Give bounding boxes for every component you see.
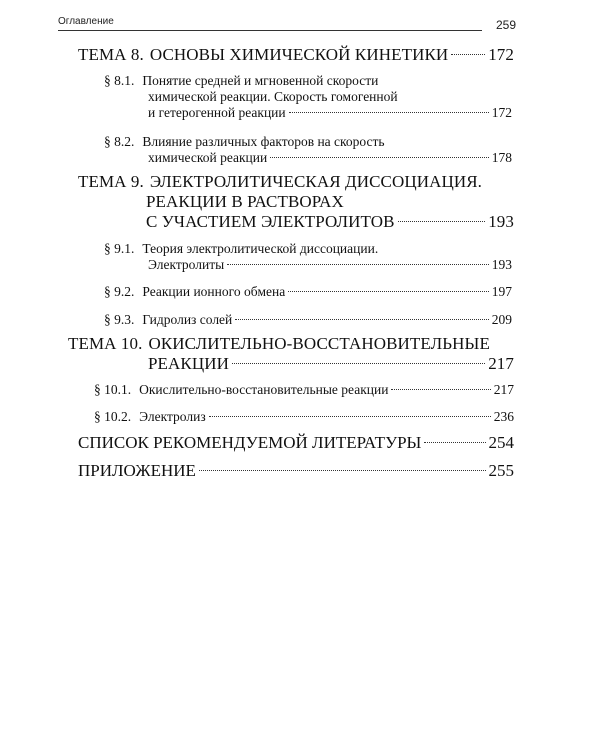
toc-entry-label: § 9.3. [104, 312, 135, 327]
toc-entry-label: ТЕМА 8. [78, 45, 144, 64]
toc-entry-title: Влияние различных факторов на скорость [142, 134, 385, 149]
toc-entry-title: ПРИЛОЖЕНИЕ [78, 461, 196, 480]
dot-leader [235, 319, 488, 320]
toc-entry-topic-10[interactable] [68, 334, 514, 374]
toc-entry-title: Гидролиз солей [142, 312, 233, 327]
toc-entry-page: 193 [491, 256, 512, 272]
toc-entry-title-cont: Электролиты [148, 256, 225, 272]
toc-entry-title-cont: РЕАКЦИИ В РАСТВОРАХ [146, 192, 344, 212]
toc-entry-page: 254 [488, 433, 514, 452]
dot-leader [451, 54, 485, 55]
dot-leader [391, 389, 490, 390]
toc-entry-title-cont: и гетерогенной реакции [148, 104, 286, 120]
dot-leader [424, 442, 485, 443]
toc-entry-title: Электролиз [139, 409, 206, 424]
toc-entry-page: 255 [488, 461, 514, 480]
dot-leader [288, 291, 489, 292]
dot-leader [270, 157, 489, 158]
toc-entry-label: § 8.2. [104, 134, 135, 149]
toc-entry-topic-9[interactable] [78, 172, 514, 232]
dot-leader [209, 416, 491, 417]
toc-entry-page: 172 [491, 104, 512, 120]
toc-entry-title: ЭЛЕКТРОЛИТИЧЕСКАЯ ДИССОЦИАЦИЯ. [149, 172, 483, 191]
toc-entry-section-10-1[interactable] [94, 382, 514, 398]
toc-entry-bibliography[interactable] [78, 433, 514, 453]
header-rule [58, 30, 482, 31]
toc-entry-label: § 9.2. [104, 284, 135, 299]
toc-entry-page: 217 [488, 354, 514, 374]
toc-entry-page: 193 [488, 212, 514, 232]
toc-entry-section-9-2[interactable] [104, 284, 512, 300]
toc-entry-page: 236 [493, 409, 514, 424]
toc-entry-page: 209 [491, 312, 512, 327]
toc-entry-label: § 10.1. [94, 382, 132, 397]
toc-entry-title: Теория электролитической диссоциации. [142, 241, 379, 256]
toc-entry-label: ТЕМА 10. [68, 334, 143, 353]
toc-entry-title-cont: С УЧАСТИЕМ ЭЛЕКТРОЛИТОВ [146, 212, 395, 232]
toc-entry-title: СПИСОК РЕКОМЕНДУЕМОЙ ЛИТЕРАТУРЫ [78, 433, 422, 452]
toc-entry-page: 217 [493, 382, 514, 397]
dot-leader [199, 470, 486, 471]
toc-entry-page: 172 [488, 45, 514, 64]
toc-entry-title-cont: химической реакции. Скорость гомогенной [148, 88, 398, 104]
toc-entry-section-10-2[interactable] [94, 409, 514, 425]
toc-entry-section-9-3[interactable] [104, 312, 512, 328]
toc-entry-title-cont: РЕАКЦИИ [148, 354, 229, 374]
running-title: Оглавление [58, 16, 114, 27]
toc-entry-title: Окислительно-восстановительные реакции [139, 382, 389, 397]
toc-entry-page: 178 [491, 149, 512, 165]
dot-leader [398, 221, 486, 222]
toc-entry-topic-8[interactable] [78, 45, 514, 65]
dot-leader [227, 264, 489, 265]
toc-entry-label: ТЕМА 9. [78, 172, 144, 191]
toc-entry-appendix[interactable] [78, 461, 514, 481]
toc-entry-section-8-2[interactable] [104, 134, 512, 166]
toc-entry-page: 197 [491, 284, 512, 299]
dot-leader [232, 363, 485, 364]
toc-entry-section-8-1[interactable] [104, 73, 512, 121]
toc-entry-title: ОСНОВЫ ХИМИЧЕСКОЙ КИНЕТИКИ [149, 45, 449, 64]
toc-entry-title: ОКИСЛИТЕЛЬНО-ВОССТАНОВИТЕЛЬНЫЕ [148, 334, 490, 353]
toc-entry-title: Понятие средней и мгновенной скорости [142, 73, 379, 88]
toc-entry-title-cont: химической реакции [148, 149, 268, 165]
toc-entry-label: § 9.1. [104, 241, 135, 256]
dot-leader [289, 112, 489, 113]
toc-entry-label: § 8.1. [104, 73, 135, 88]
toc-entry-label: § 10.2. [94, 409, 132, 424]
page-number: 259 [496, 18, 517, 32]
toc-entry-section-9-1[interactable] [104, 241, 512, 273]
toc-entry-title: Реакции ионного обмена [142, 284, 286, 299]
